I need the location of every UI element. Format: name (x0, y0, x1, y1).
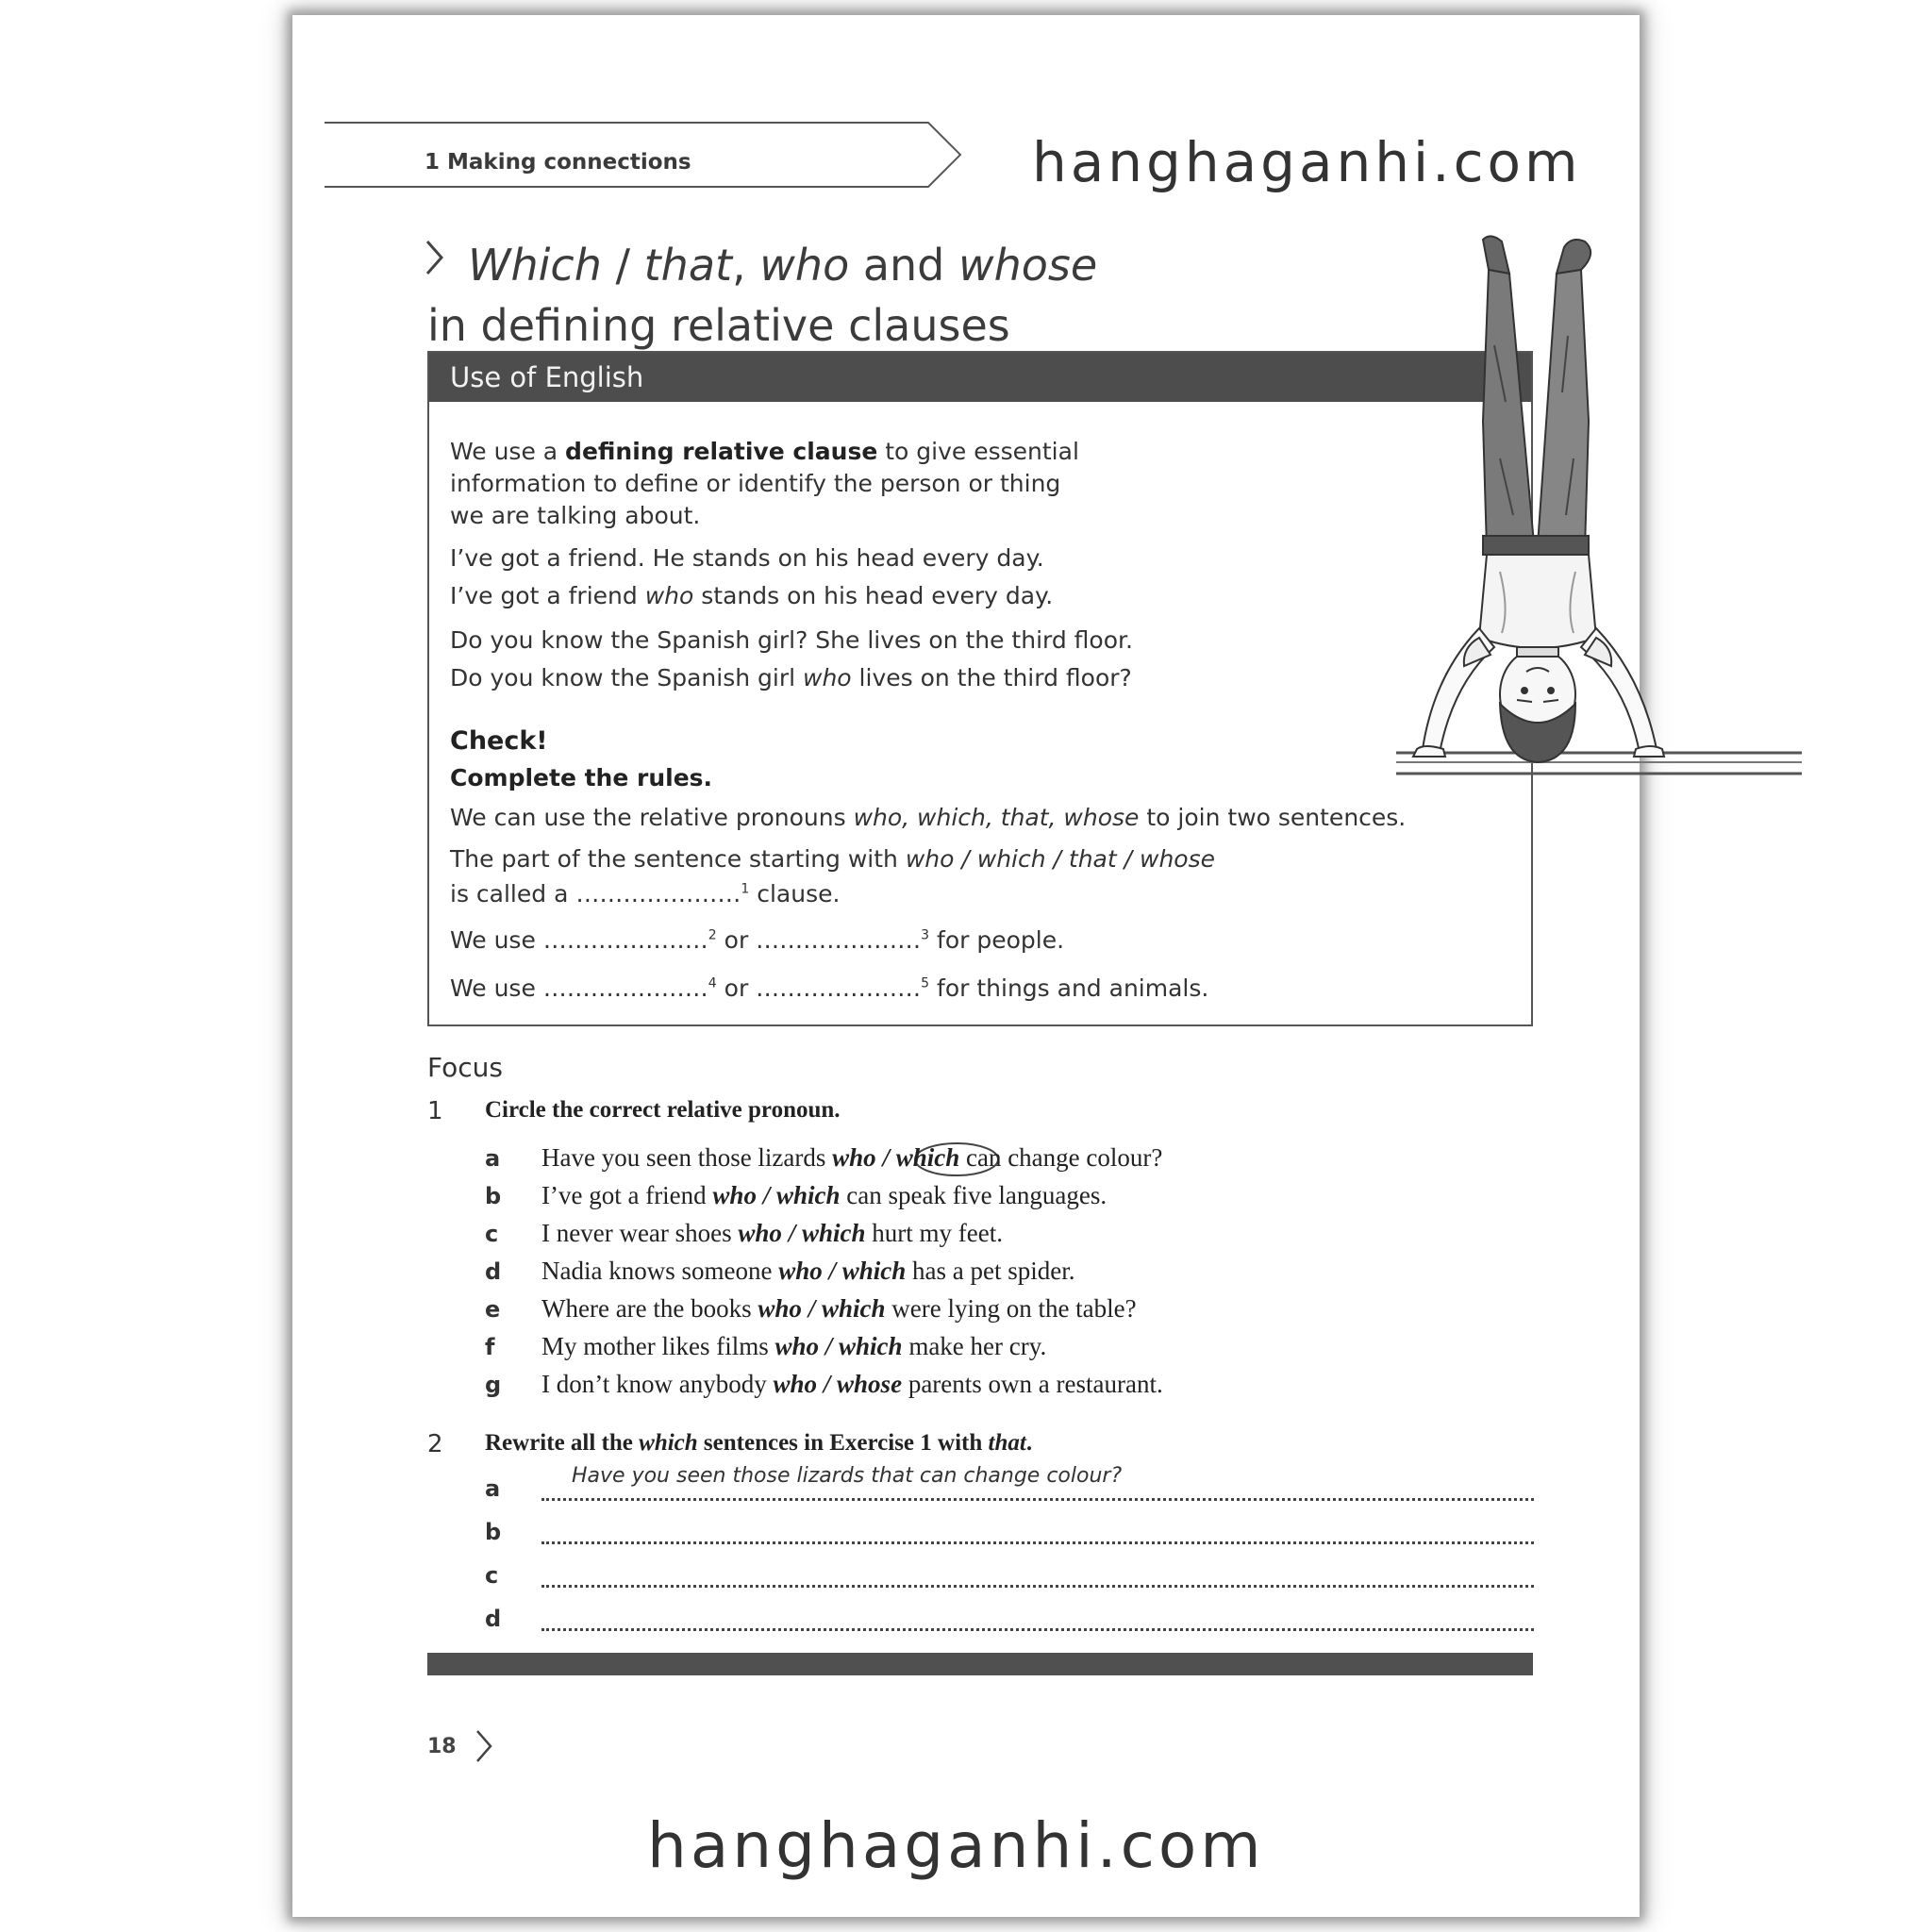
exercise-1-item: I’ve got a friend who / which can speak five languages. (541, 1181, 1108, 1209)
page-chevron-icon (475, 1728, 493, 1764)
pronoun-option[interactable]: who (774, 1332, 820, 1360)
pronoun-option[interactable]: who (832, 1143, 876, 1172)
exercise-1-item: Have you seen those lizards who / which can change colour? (541, 1143, 1163, 1172)
exercise-1-item: I never wear shoes who / which hurt my feet. (541, 1219, 1003, 1247)
answer-line[interactable] (541, 1585, 1534, 1588)
pronoun-option[interactable]: which (895, 1143, 960, 1172)
rule-4: We use …………………$^4$ or …………………$^5$ for things and animals. (450, 974, 1209, 1002)
handwritten-answer: Have you seen those lizards that can change colour? (572, 1464, 1123, 1488)
exercise-1-item: Where are the books who / which were lying on the table? (541, 1294, 1137, 1323)
exercise-1-item-letter: c (485, 1221, 499, 1247)
exercise-2-item-letter: a (485, 1475, 501, 1502)
pronoun-option[interactable]: who (778, 1257, 823, 1285)
watermark-bottom: hanghaganhi.com (647, 1809, 1265, 1882)
use-of-english-header: Use of English (429, 353, 1531, 402)
exercise-1-heading: Circle the correct relative pronoun. (485, 1097, 841, 1123)
exercise-1-item-letter: f (485, 1334, 495, 1360)
exercise-2-number: 2 (427, 1430, 443, 1458)
check-heading: Check! (450, 726, 548, 756)
focus-label: Focus (427, 1052, 503, 1083)
pronoun-option[interactable]: who (773, 1370, 818, 1398)
answer-line[interactable] (541, 1498, 1534, 1501)
workbook-page (292, 15, 1640, 1917)
intro-line-2: information to define or identify the person or thing (450, 470, 1061, 497)
exercise-1-item-letter: e (485, 1296, 501, 1323)
pronoun-option[interactable]: who (758, 1294, 802, 1323)
exercise-1-number: 1 (427, 1097, 443, 1125)
exercise-2-item-letter: d (485, 1606, 502, 1632)
pronoun-option[interactable]: whose (837, 1370, 903, 1398)
pronoun-option[interactable]: who (738, 1219, 782, 1247)
exercise-1-item: I don’t know anybody who / whose parents own a restaurant. (541, 1370, 1163, 1398)
example-2a: Do you know the Spanish girl? She lives on the third floor. (450, 626, 1133, 654)
pronoun-option[interactable]: which (775, 1181, 841, 1209)
rule-1: We can use the relative pronouns who, which, that, whose to join two sentences. (450, 804, 1407, 831)
rule-3: We use …………………$^2$ or …………………$^3$ for people. (450, 926, 1065, 954)
exercise-1-item-letter: g (485, 1372, 502, 1398)
exercise-2-item-letter: c (485, 1562, 499, 1589)
gap-4[interactable]: ………………… (542, 974, 708, 1002)
pronoun-option[interactable]: which (839, 1332, 903, 1360)
gap-1[interactable]: ………………… (575, 880, 741, 908)
section-title-line-1: Which / that, who and whose (468, 240, 1098, 291)
footer-bar (427, 1653, 1533, 1675)
rule-2-line-1: The part of the sentence starting with who / which / that / whose (450, 845, 1215, 873)
gap-5[interactable]: ………………… (756, 974, 922, 1002)
example-1a: I’ve got a friend. He stands on his head every day. (450, 544, 1044, 572)
answer-line[interactable] (541, 1541, 1534, 1544)
page-number: 18 (427, 1735, 457, 1758)
title-chevron-icon (425, 239, 445, 276)
gap-3[interactable]: ………………… (756, 926, 922, 954)
exercise-1-item: My mother likes films who / which make her cry. (541, 1332, 1047, 1360)
answer-line[interactable] (541, 1628, 1534, 1631)
exercise-1-item-letter: d (485, 1258, 502, 1285)
pronoun-option[interactable]: which (801, 1219, 866, 1247)
example-1b: I’ve got a friend who stands on his head every day. (450, 582, 1054, 609)
watermark-top: hanghaganhi.com (1032, 130, 1582, 194)
pronoun-option[interactable]: which (821, 1294, 886, 1323)
intro-line-3: we are talking about. (450, 502, 701, 529)
pronoun-option[interactable]: which (841, 1257, 907, 1285)
exercise-1-item-letter: b (485, 1183, 502, 1209)
section-title-line-2: in defining relative clauses (427, 300, 1010, 351)
gap-2[interactable]: ………………… (542, 926, 708, 954)
exercise-1-item: Nadia knows someone who / which has a pet spider. (541, 1257, 1075, 1285)
pronoun-option[interactable]: who (712, 1181, 757, 1209)
exercise-2-item-letter: b (485, 1519, 502, 1545)
handstand-boy-illustration (1396, 232, 1802, 798)
exercise-1-item-letter: a (485, 1145, 501, 1172)
intro-line-1: We use a defining relative clause to give essential (450, 438, 1079, 465)
rule-2-line-2: is called a …………………$^1$ clause. (450, 880, 841, 908)
use-of-english-box (427, 351, 1533, 1026)
example-2b: Do you know the Spanish girl who lives on the third floor? (450, 664, 1132, 691)
exercise-2-heading: Rewrite all the which sentences in Exercise 1 with that. (485, 1430, 1033, 1456)
chapter-label: 1 Making connections (425, 150, 691, 175)
complete-rules-heading: Complete the rules. (450, 764, 713, 791)
